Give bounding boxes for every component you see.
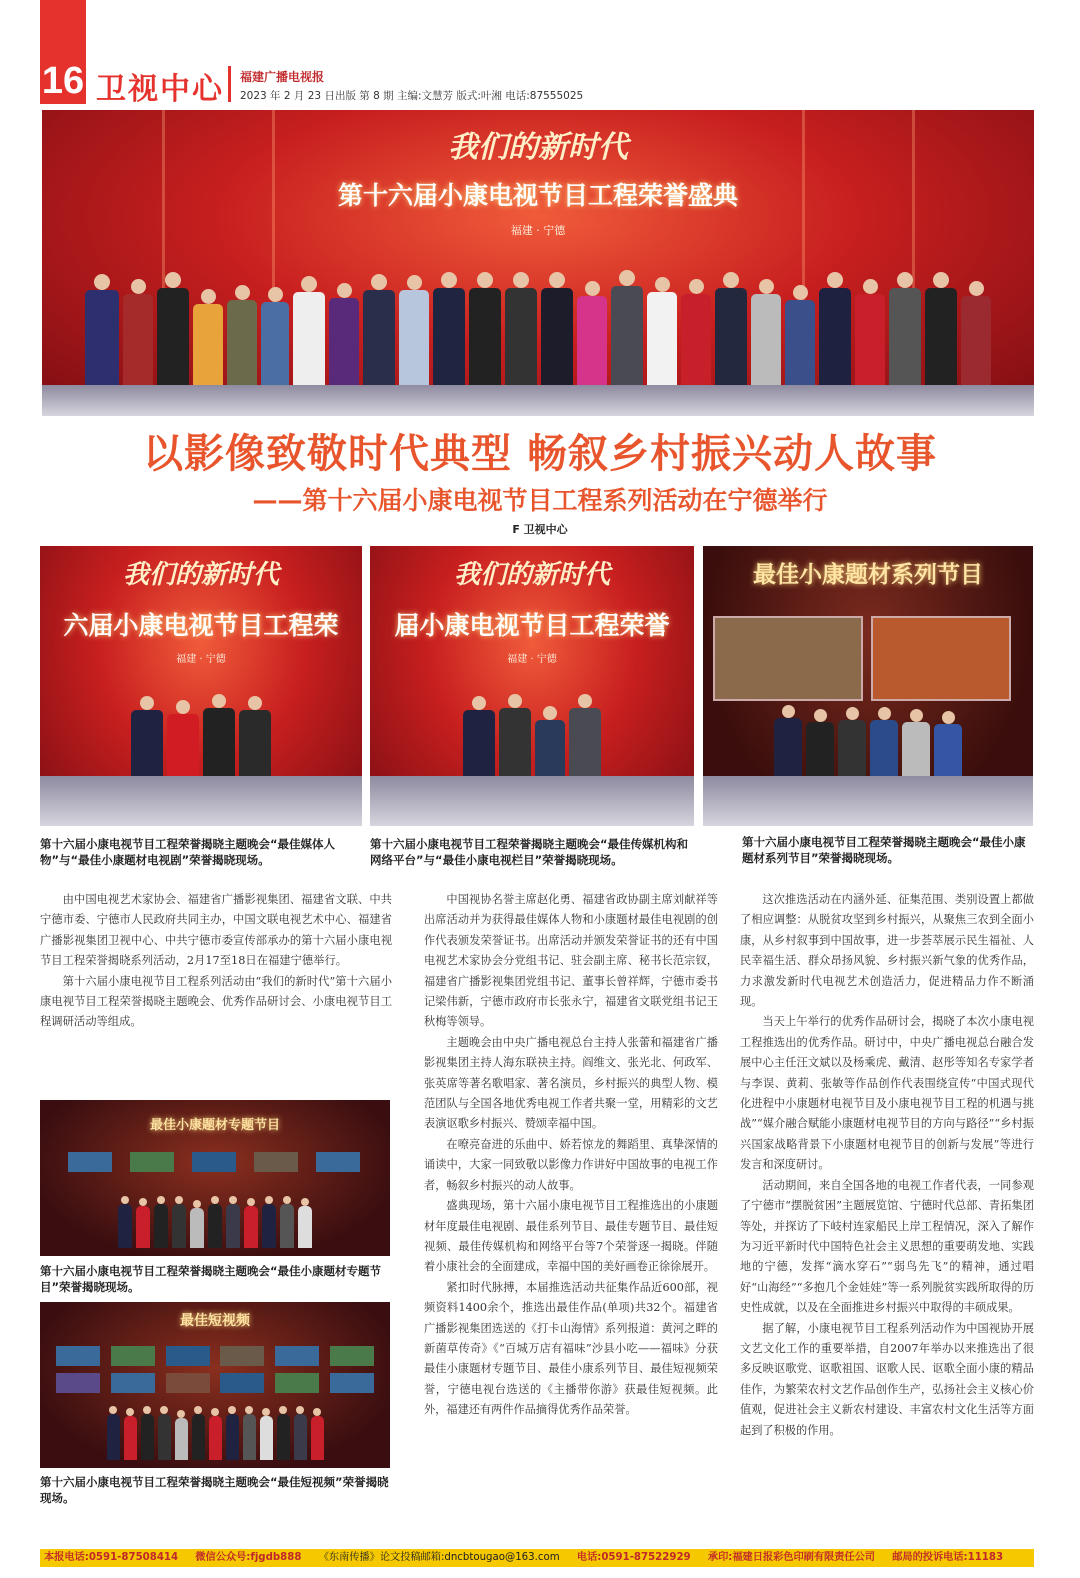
col3-paragraph-4: 据了解，小康电视节目工程系列活动作为中国视协开展文艺文化工作的重要举措，自2007年举办以来推选出了很多反映讴歌党、讴歌祖国、讴歌人民、讴歌全面小康的精品佳作，为繁荣农村文艺作品创作生产，弘扬社会主义核心价值观，促进社会主义新农村建设、丰富农村文化生活等方面起到了积极的作用。 [740,1321,1034,1437]
col2-paragraph-5: 紧扣时代脉搏，本届推选活动共征集作品近600部，视频资料1400余个，推选出最佳作品(单项)共32个。福建省广播影视集团选送的《打卡山海情》系列报道：黄河之畔的新菌草传奇》《“百城万店有福味”沙县小吃——福味》分获最佳小康题材专题节目、最佳小康系列节目、最佳短视频荣誉，宁德电视台选送的《主播带你游》获最佳短视频。此外，福建还有两件作品摘得优秀作品荣誉。 [424,1280,718,1417]
photo-4-banner: 最佳小康题材专题节目 [149,1118,280,1133]
headline-title: 以影像致敬时代典型 畅叙乡村振兴动人故事 [143,431,937,477]
col3-paragraph-1: 这次推选活动在内涵外延、征集范围、类别设置上都做了相应调整：从脱贫攻坚到乡村振兴，从聚焦三农到全面小康，从乡村叙事到中国故事，进一步荟萃展示民生福祉、人民幸福生活、群众昂扬风貌、乡村振兴新气象的优秀作品，力求激发新时代电视艺术创造活力，促进精品力作不断涌现。 [740,893,1034,1009]
main-photo [42,110,1034,416]
photo-5-banner: 最佳短视频 [180,1313,250,1329]
photo-media-platform [370,546,694,826]
col3-paragraph-2: 当天上午举行的优秀作品研讨会，揭晓了本次小康电视工程推选出的优秀作品。研讨中，中央广播电视总台融合发展中心主任汪文斌以及杨乘虎、戴清、赵彤等知名专家学者与李误、黄莉、张敏等作品创作代表围绕宣传“中国式现代化进程中小康题材电视节目及小康电视节目工程的机遇与挑战”“媒介融合赋能小康题材电视节目的方向与路径”“乡村振兴国家战略背景下小康题材电视节目的创新与发展”等进行发言和深度研讨。 [740,1015,1034,1172]
main-photo-venue: 福建 · 宁德 [510,224,566,237]
photo-2-venue: 福建 · 宁德 [507,654,557,665]
col1-paragraph-2: 第十六届小康电视节目工程系列活动由“我们的新时代”第十六届小康电视节目工程荣誉揭晓主题晚会、优秀作品研讨会、小康电视节目工程调研活动等组成。 [40,974,392,1029]
photo-special-program [40,1100,390,1256]
col3-paragraph-3: 活动期间，来自全国各地的电视工作者代表，一同参观了宁德市“摆脱贫困”主题展览馆、宁德时代总部、青拓集团等处，并探访了下岐村连家船民上岸工程情况，深入了解作为习近平新时代中国特色社会主义思想的重要萌发地、实践地的宁德，发挥“滴水穿石”“弱鸟先飞”的精神，通过唱好“山海经”“多抱几个金娃娃”等一系列脱贫实践所取得的历史性成就，以及在全面推进乡村振兴中取得的丰硕成果。 [740,1178,1034,1315]
caption-photo-1: 第十六届小康电视节目工程荣誉揭晓主题晚会“最佳媒体人物”与“最佳小康题材电视剧”荣誉揭晓现场。 [40,837,336,867]
footer-printer: 承印:福建日报彩色印刷有限责任公司 [707,1552,875,1563]
main-photo-stage-title: 第十六届小康电视节目工程荣誉盛典 [337,181,738,210]
photo-short-video [40,1302,390,1468]
main-photo-script: 我们的新时代 [448,130,628,165]
col1-paragraph-1: 由中国电视艺术家协会、福建省广播影视集团、福建省文联、中共宁德市委、宁德市人民政府共同主办，中国文联电视艺术中心、福建省广播影视集团卫视中心、中共宁德市委宣传部承办的第十六届小康电视节目工程荣誉揭晓系列活动，2月17至18日在福建宁德举行。 [40,893,392,968]
article-column-2 [424,890,718,1421]
article-column-3 [740,890,1034,1441]
caption-photo-5: 第十六届小康电视节目工程荣誉揭晓主题晚会“最佳短视频”荣誉揭晓现场。 [40,1475,389,1505]
footer-wechat: 微信公众号:fjgdb888 [195,1552,302,1563]
footer-phone: 本报电话:0591-87508414 [44,1552,179,1563]
col2-paragraph-1: 中国视协名誉主席赵化勇、福建省政协副主席刘献祥等出席活动并为获得最佳媒体人物和小康题材最佳电视剧的创作代表颁发荣誉证书。出席活动并颁发荣誉证书的还有中国电视艺术家协会分党组书记、驻会副主席、秘书长范宗钗，福建省广播影视集团党组书记、董事长曾祥辉，宁德市委书记梁伟新，宁德市政府市长张永宁，福建省文联党组书记王秋梅等领导。 [424,893,718,1029]
photo-2-stage: 届小康电视节目工程荣誉 [394,611,670,640]
main-photo-group [42,270,1034,392]
issue-line: 2023 年 2 月 23 日出版 第 8 期 主编:文慧芳 版式:叶湘 电话:87555025 [240,90,584,102]
caption-photo-2: 第十六届小康电视节目工程荣誉揭晓主题晚会“最佳传媒机构和网络平台”与“最佳小康电视栏目”荣誉揭晓现场。 [370,837,689,867]
headline-subtitle: ——第十六届小康电视节目工程系列活动在宁德举行 [252,486,828,515]
photo-1-stage: 六届小康电视节目工程荣 [63,611,339,640]
photo-2-script: 我们的新时代 [453,560,610,590]
photo-4-group [40,1196,390,1248]
section-title: 卫视中心 [96,72,224,107]
header-divider [228,66,231,102]
photo-1-script: 我们的新时代 [122,560,279,590]
col2-paragraph-2: 主题晚会由中央广播电视总台主持人张蕾和福建省广播影视集团主持人海东联袂主持。阎维文、张光北、何政军、张英席等著名歌唱家、著名演员，乡村振兴的典型人物、模范团队与全国各地优秀电视工作者共聚一堂，用精彩的文艺表演讴歌乡村振兴、赞颂幸福中国。 [424,1035,718,1131]
footer-bar [40,1549,1034,1567]
footer-complaint: 邮局的投诉电话:11183 [892,1552,1004,1563]
photo-1-venue: 福建 · 宁德 [176,654,226,665]
caption-photo-3: 第十六届小康电视节目工程荣誉揭晓主题晚会“最佳小康题材系列节目”荣誉揭晓现场。 [742,835,1026,865]
page-number-strip [40,0,86,58]
photo-5-group [40,1406,390,1460]
photo-series-program [703,546,1033,826]
caption-photo-4: 第十六届小康电视节目工程荣誉揭晓主题晚会“最佳小康题材专题节目”荣誉揭晓现场。 [40,1264,382,1294]
col2-paragraph-3: 在嘹亮奋进的乐曲中、娇若惊龙的舞蹈里、真挚深情的诵读中，大家一同致敬以影像力作讲好中国故事的电视工作者，畅叙乡村振兴的动人故事。 [424,1137,718,1192]
photo-3-banner: 最佳小康题材系列节目 [753,562,983,588]
paper-name: 福建广播电视报 [240,70,325,84]
footer-phone-2: 电话:0591-87522929 [576,1552,691,1563]
article-column-1 [40,890,392,1033]
page-number: 16 [41,60,85,102]
footer-email: 《东南传播》论文投稿邮箱:dncbtougao@163.com [318,1552,560,1563]
byline: F 卫视中心 [512,523,568,536]
photo-media-figure [40,546,362,826]
col2-paragraph-4: 盛典现场，第十六届小康电视节目工程推选出的小康题材年度最佳电视剧、最佳系列节目、最佳专题节目、最佳短视频、最佳传媒机构和网络平台等7个荣誉逐一揭晓。伴随着小康社会的全面建成，幸福中国的美好画卷正徐徐展开。 [424,1199,718,1274]
